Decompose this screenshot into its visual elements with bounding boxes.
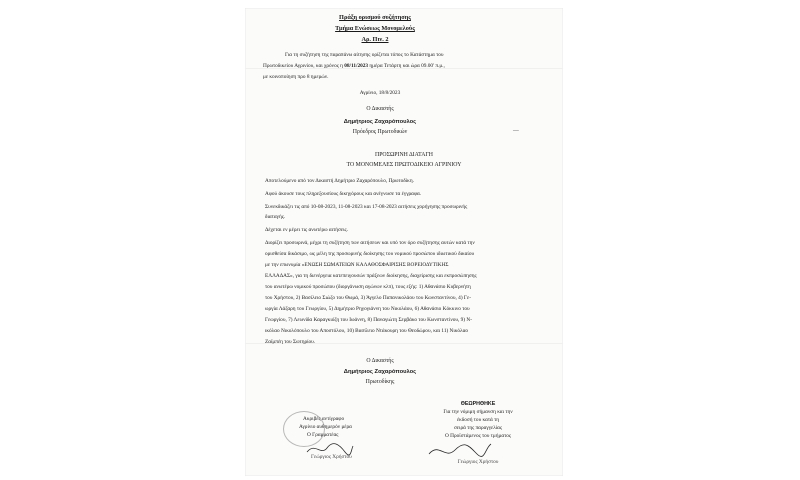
certified-line: έκδοσή του κατά τη (456, 417, 500, 423)
provisional-line: Ζαϊμπέη του Σωτηρίου. (265, 339, 316, 345)
judge-title-2: Πρωτοδίκης (365, 379, 395, 385)
provisional-line: διαταγής. (265, 214, 286, 220)
provisional-line: του Χρήστου, 2) Βασίλειο Σιώζο του Θωμά, 3) Άγγελο Παπανικολάου του Κωνσταντίνου, 4) Γε- (265, 295, 471, 301)
header-line-3: Αρ. Πιν. 2 (361, 36, 389, 43)
provisional-line: του ανωτέρω νομικού προσώπου (διοργάνωση αγώνων κλπ), τους εξής: 1) Αθανάσιο Κυβερνήτη (265, 284, 471, 290)
provisional-line: ικόλαο Νικολόπουλο του Αποστόλου, 10) Βασίλειο Ντάκουρη του Θεοδώρου, και 11) Νικόλαο (265, 328, 468, 334)
provisional-line: ΕΛΛΑΔΑΣ», για τη διενέργεια κατεπειγουσών πράξεων διοίκησης, διαχείρισης και εκπροσώπησης (265, 273, 477, 279)
provisional-title-2: ΤΟ ΜΟΝΟΜΕΛΕΣ ΠΡΩΤΟΔΙΚΕΙΟ ΑΓΡΙΝΙΟΥ (346, 162, 462, 168)
order-line-2-post: ημέρα Τετάρτη και ώρα 09.00' π.μ., (368, 63, 445, 69)
provisional-line: Συνεκδικάζει τις από 10-08-2023, 11-08-2023 και 17-08-2023 αιτήσεις χορήγησης προσωρινής (265, 204, 468, 210)
place-date: Αγρίνιο, 18/8/2023 (359, 90, 401, 96)
secretary-label: Ο Γραμματέας (307, 432, 339, 438)
document-page (245, 8, 563, 476)
certified-line: Ο Προϊστάμενος του τμήματος (445, 433, 511, 439)
margin-mark: ― (513, 128, 519, 134)
judge-title-1: Πρόεδρος Πρωτοδικών (352, 129, 408, 135)
hearing-date: 08/11/2023 (344, 63, 369, 69)
order-line-3: με κοινοποίηση προ 8 ημερών. (263, 74, 329, 80)
provisional-line: ωργία Λάζαρη του Γεωργίου, 5) Δημήτριο Ρηγογιάννη του Νικολάου, 6) Αθανάσιο Κόκκινο του (265, 306, 470, 312)
secretary-name: Γεώργιος Χρήστου (311, 454, 352, 460)
judge-label-1: Ο Δικαστής (366, 106, 394, 112)
header-line-2: Τμήμα Ενώσεως Μονομελούς (335, 25, 415, 32)
chief-name: Γεώργιος Χρήστου (457, 459, 499, 465)
provisional-line: Γεωργίου, 7) Λεωνίδα Καραγκιόζη του Ιωάννη, 8) Παναγιώτη Σερβάκο του Κωνσταντίνου, 9) Ν- (265, 317, 472, 323)
judge-name-2: Δημήτριος Ζαχαρόπουλος (343, 369, 417, 375)
header-line-1: Πράξη ορισμού συζήτησης (339, 14, 411, 21)
provisional-line: ορισθείσα δικάσιμο, ως μέλη της προσωρινής διοίκησης του νομικού προσώπου ιδιωτικού δικαίου (265, 251, 475, 257)
order-line-1: Για τη συζήτηση της παραπάνω αίτησης ορίζεται τόπος το Κατάστημα του (285, 52, 444, 58)
order-line-2 (263, 63, 445, 69)
provisional-line: Αφού άκουσε τους πληρεξουσίους δικηγόρους και ανέγνωσε τα έγγραφα. (265, 191, 422, 197)
provisional-line: Δέχεται εν μέρει τις ανωτέρω αιτήσεις. (265, 227, 348, 233)
provisional-line: με την επωνυμία «ΕΝΩΣΗ ΣΩΜΑΤΕΙΩΝ ΚΑΛΑΘΟΣΦΑΙΡΙΣΗΣ ΒΟΡΕΙΟΔΥΤΙΚΗΣ (265, 262, 449, 268)
certified-heading: ΘΕΩΡΗΘΗΚΕ (460, 401, 496, 407)
certified-copy-date: Αγρίνιο αυθημερόν μέρα (299, 424, 352, 430)
certified-line: σειρά της παραγγελίας (453, 425, 503, 431)
order-line-2-pre: Πρωτοδικείου Αγρινίου, και χρόνος η (263, 63, 345, 69)
provisional-line: Διορίζει προσωρινά, μέχρι τη συζήτηση των αιτήσεων και υπό τον όρο συζήτησης αυτών κατά την (265, 240, 475, 246)
judge-name-1: Δημήτριος Ζαχαρόπουλος (343, 119, 417, 125)
provisional-line: Αποτελούμενο από τον Δικαστή Δημήτριο Ζαχαρόπουλο, Πρωτοδίκη. (265, 178, 414, 184)
judge-label-2: Ο Δικαστής (366, 358, 394, 364)
certified-copy-label: Ακριβές αντίγραφο (303, 416, 345, 422)
provisional-title-1: ΠΡΟΣΩΡΙΝΗ ΔΙΑΤΑΓΗ (375, 152, 433, 158)
certified-line: Για την νόμιμη σήμανση και την (443, 409, 513, 415)
